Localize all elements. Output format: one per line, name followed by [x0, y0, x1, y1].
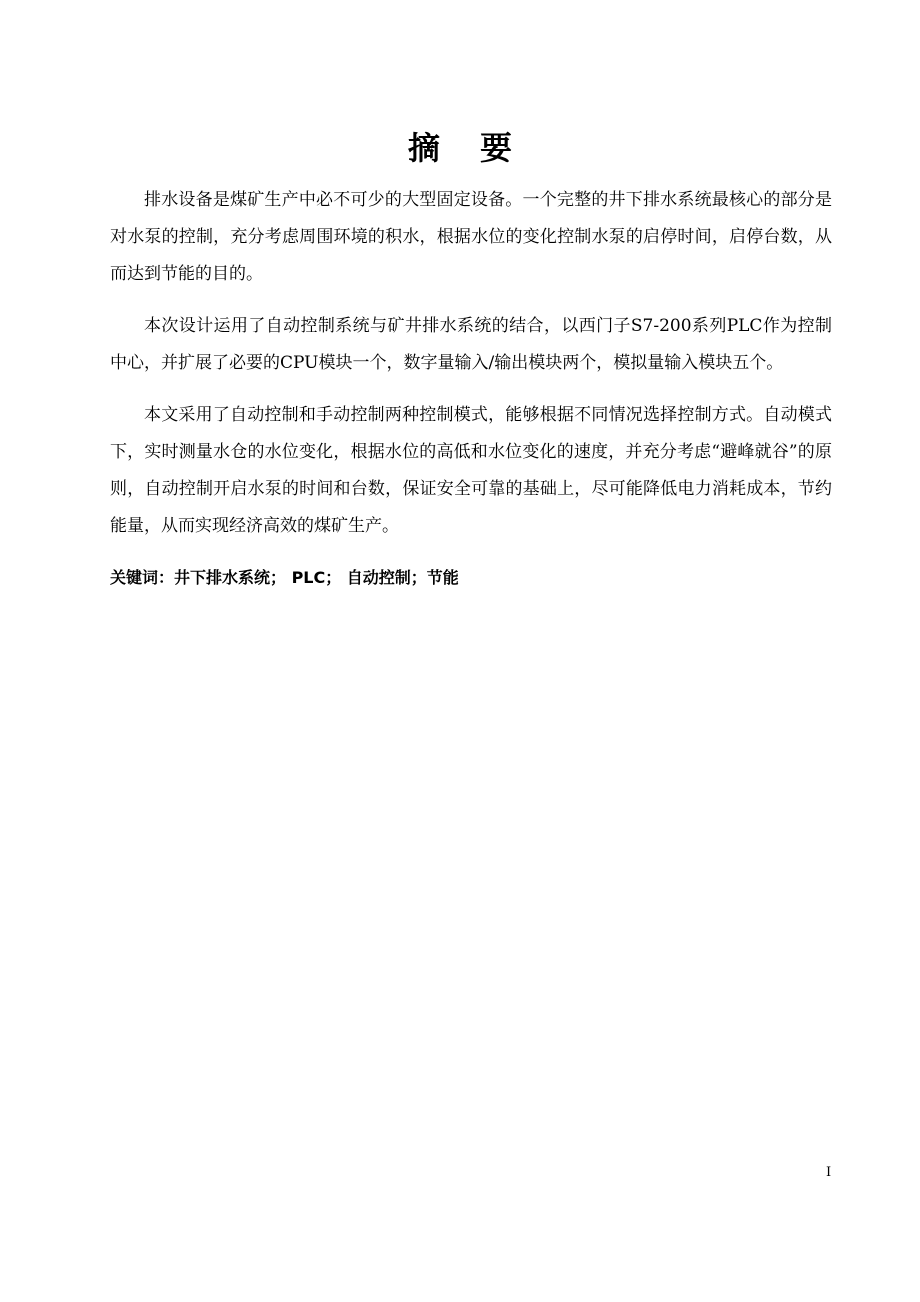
keywords-line: 关键词：井下排水系统； PLC； 自动控制；节能 — [110, 568, 459, 587]
abstract-paragraph-3: 本文采用了自动控制和手动控制两种控制模式，能够根据不同情况选择控制方式。自动模式下，实时测量水仓的水位变化，根据水位的高低和水位变化的速度，并充分考虑“避峰就谷”的原则，自动控制开启水泵的时间和台数，保证安全可靠的基础上，尽可能降低电力消耗成本，节约能量，从而实现经济高效的煤矿生产。 — [110, 405, 832, 536]
title-char-1: 摘 — [407, 129, 440, 167]
page-title — [0, 124, 920, 172]
page-number: I — [826, 1165, 832, 1180]
title-char-2: 要 — [480, 129, 513, 167]
abstract-body — [110, 182, 832, 596]
abstract-paragraph-1: 排水设备是煤矿生产中必不可少的大型固定设备。一个完整的井下排水系统最核心的部分是对水泵的控制，充分考虑周围环境的积水，根据水位的变化控制水泵的启停时间，启停台数，从而达到节能的目的。 — [110, 190, 832, 284]
abstract-paragraph-2: 本次设计运用了自动控制系统与矿井排水系统的结合，以西门子S7-200系列PLC作为控制中心，并扩展了必要的CPU模块一个，数字量输入/输出模块两个，模拟量输入模块五个。 — [110, 316, 832, 373]
